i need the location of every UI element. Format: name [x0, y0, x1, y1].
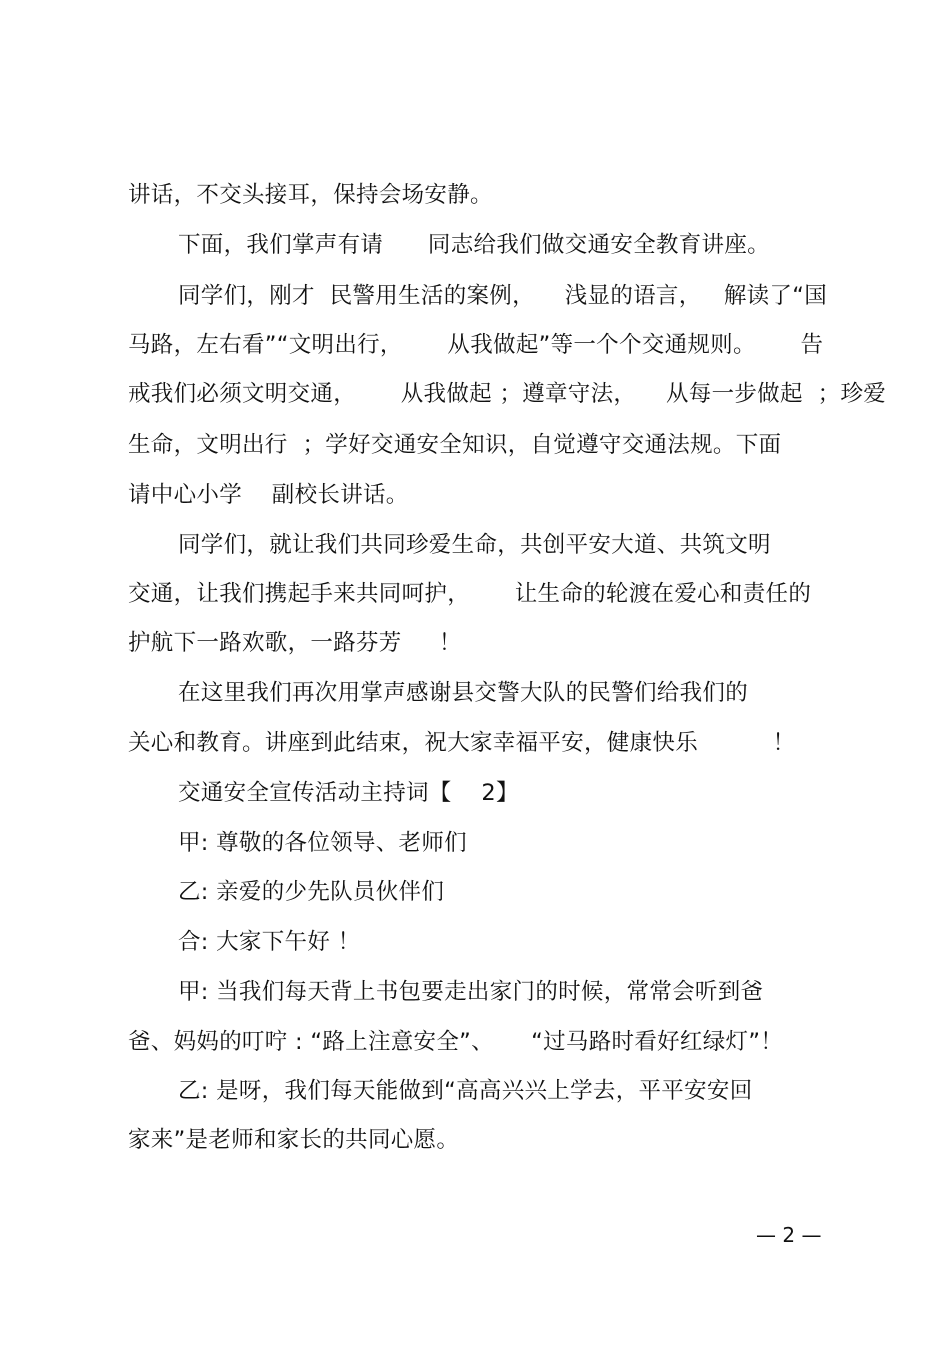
paragraph-line: 生命，文明出行 ；学好交通安全知识，自觉遵守交通法规。下面: [128, 432, 782, 458]
paragraph-line: 请中心小学 副校长讲话。: [128, 482, 409, 508]
dialogue-line: 甲: 当我们每天背上书包要走出家门的时候，常常会听到爸: [178, 979, 764, 1005]
dialogue-line: 乙: 亲爱的少先队员伙伴们: [178, 879, 445, 905]
dialogue-line: 合: 大家下午好 ！: [178, 929, 361, 955]
paragraph-line: 关心和教育。讲座到此结束，祝大家幸福平安，健康快乐 ！: [128, 730, 796, 756]
dialogue-line: 乙: 是呀，我们每天能做到“高高兴兴上学去，平平安安回: [178, 1078, 753, 1104]
dialogue-line: 家来”是老师和家长的共同心愿。: [128, 1127, 460, 1153]
paragraph-line: 交通，让我们携起手来共同呵护， 让生命的轮渡在爱心和责任的: [128, 581, 812, 607]
paragraph-line: 同学们，刚才 民警用生活的案例， 浅显的语言， 解读了“国: [178, 283, 828, 309]
paragraph-line: 在这里我们再次用掌声感谢县交警大队的民警们给我们的: [178, 680, 749, 706]
paragraph-line: 下面，我们掌声有请 同志给我们做交通安全教育讲座。: [178, 232, 770, 258]
section-heading: 交通安全宣传活动主持词【 2】: [178, 780, 519, 806]
dialogue-line: 甲: 尊敬的各位领导、老师们: [178, 830, 467, 856]
page-number: — 2 —: [756, 1223, 822, 1247]
dialogue-line: 爸、妈妈的叮咛 : “路上注意安全”、 “过马路时看好红绿灯”！: [128, 1029, 784, 1055]
paragraph-line: 讲话，不交头接耳，保持会场安静。: [128, 182, 493, 208]
paragraph-line: 同学们，就让我们共同珍爱生命，共创平安大道、共筑文明: [178, 532, 771, 558]
paragraph-line: 马路，左右看”“文明出行， 从我做起”等一个个交通规则。 告: [128, 332, 824, 358]
paragraph-line: 护航下一路欢歌，一路芬芳 ！: [128, 630, 462, 656]
paragraph-line: 戒我们必须文明交通， 从我做起 ；遵章守法， 从每一步做起 ；珍爱: [128, 381, 887, 407]
